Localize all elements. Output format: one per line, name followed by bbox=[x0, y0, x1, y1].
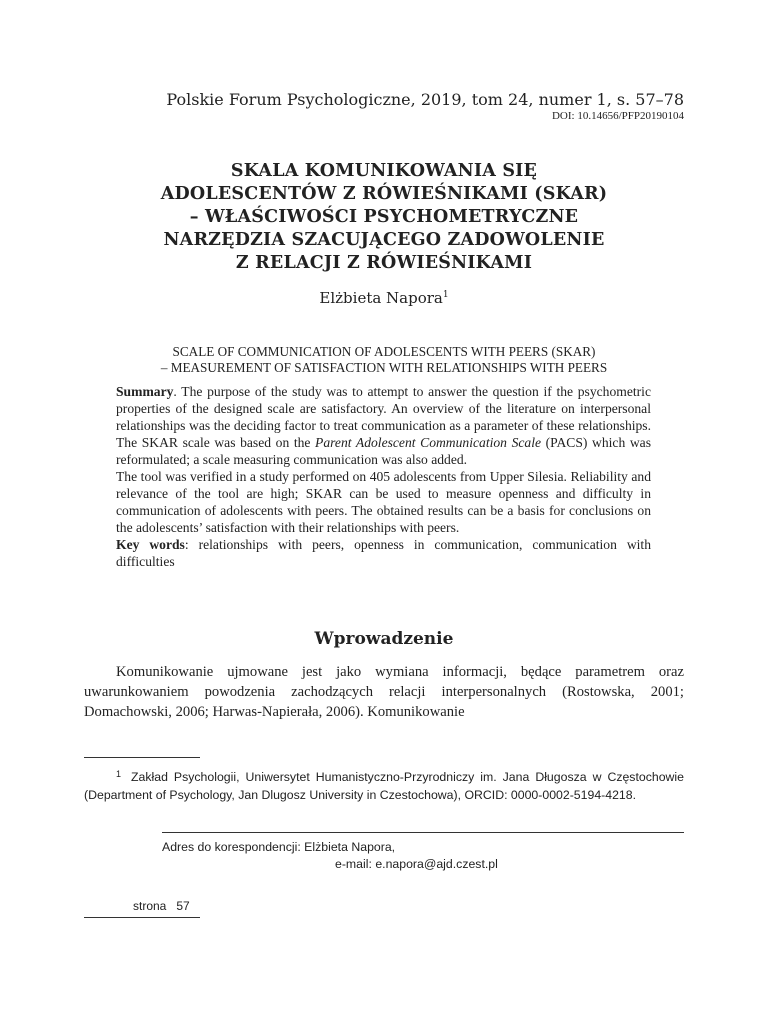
section-heading: Wprowadzenie bbox=[314, 629, 454, 649]
footnote-text: Zakład Psychologii, Uniwersytet Humanistyczno-Przyrodniczy im. Jana Długosza w Częstochowie (Department of Psychology, Jan Dlugosz University in Czestochowa), ORCID: 0000-0002-5194-4218. bbox=[84, 770, 684, 802]
title-line: ADOLESCENTÓW Z RÓWIEŚNIKAMI (SKAR) bbox=[160, 184, 608, 204]
title-line: – WŁAŚCIWOŚCI PSYCHOMETRYCZNE bbox=[189, 207, 579, 227]
footnote-mark: 1 bbox=[116, 769, 122, 779]
summary-paragraph: Summary. The purpose of the study was to attempt to answer the question if the psychometric properties of the designed scale are satisfactory. An overview of the literature on interpersonal relationships was the deciding factor to treat communication as a parameter of these relationships. The SKAR scale was based on the Parent Adolescent Communication Scale (PACS) which was reformulated; a scale measuring communication was also added. bbox=[116, 384, 651, 467]
summary-block bbox=[116, 383, 651, 570]
author-footnote-mark: 1 bbox=[442, 290, 449, 300]
author-name: Elżbieta Napora bbox=[319, 289, 443, 307]
summary-paragraph-2: The tool was verified in a study performed on 405 adolescents from Upper Silesia. Reliability and relevance of the tool are high; SKAR can be used to measure openness and difficulty in communication of adolescents with peers. The obtained results can be a basis for conclusions on the adolescents’ satisfaction with their relationships with peers. bbox=[116, 469, 651, 535]
title-line: NARZĘDZIA SZACUJĄCEGO ZADOWOLENIE bbox=[163, 230, 605, 250]
page-label: strona bbox=[133, 899, 167, 913]
english-title bbox=[84, 344, 684, 376]
correspondence-address: Adres do korespondencji: Elżbieta Napora, bbox=[162, 840, 396, 854]
correspondence-email: e-mail: e.napora@ajd.czest.pl bbox=[335, 857, 498, 871]
correspondence-divider bbox=[162, 832, 684, 833]
article-title bbox=[84, 160, 684, 275]
intro-paragraph: Komunikowanie ujmowane jest jako wymiana informacji, będące parametrem oraz uwarunkowaniem powodzenia zachodzących relacji interpersonalnych (Rostowska, 2001; Domachowski, 2006; Harwas-Napierała, 2006). Komunikowanie bbox=[84, 664, 684, 720]
keywords-label: Key words bbox=[116, 537, 185, 552]
author bbox=[84, 289, 684, 307]
footnote-divider bbox=[84, 757, 200, 758]
summary-label: Summary bbox=[116, 384, 174, 399]
pacs-title: Parent Adolescent Communication Scale bbox=[315, 435, 542, 450]
page-number bbox=[133, 899, 190, 913]
title-line: Z RELACJI Z RÓWIEŚNIKAMI bbox=[235, 253, 533, 273]
english-title-line: SCALE OF COMMUNICATION OF ADOLESCENTS WITH PEERS (SKAR) bbox=[172, 344, 596, 359]
intro-text bbox=[84, 662, 684, 722]
keywords: Key words: relationships with peers, openness in communication, communication with difficulties bbox=[116, 537, 652, 569]
footnote bbox=[84, 765, 684, 804]
journal-citation: Polskie Forum Psychologiczne, 2019, tom 24, numer 1, s. 57–78 bbox=[166, 90, 684, 109]
page-divider bbox=[84, 917, 200, 918]
english-title-line: – MEASUREMENT OF SATISFACTION WITH RELATIONSHIPS WITH PEERS bbox=[160, 360, 608, 375]
page-value: 57 bbox=[176, 899, 190, 913]
doi: DOI: 10.14656/PFP20190104 bbox=[551, 110, 684, 122]
title-line: SKALA KOMUNIKOWANIA SIĘ bbox=[230, 161, 538, 181]
